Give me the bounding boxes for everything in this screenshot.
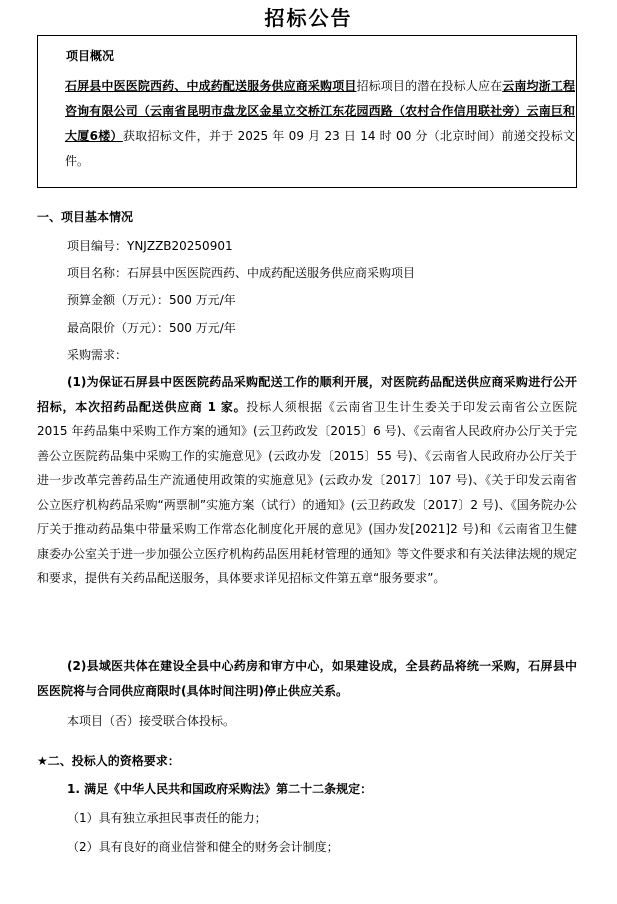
overview-agency: 云南均浙工程咨询有限公司（云南省昆明市盘龙区金星立交桥江东花园西路（农村合作信用联社旁）云南巨和大厦6楼）	[65, 79, 575, 143]
max-price: 最高限价（万元）：500 万元/年	[67, 321, 236, 335]
budget-amount: 预算金额（万元）：500 万元/年	[67, 293, 236, 307]
consortium-note: 本项目（否）接受联合体投标。	[67, 714, 236, 728]
overview-project-name: 石屏县中医医院西药、中成药配送服务供应商采购项目	[65, 79, 357, 93]
project-title: 项目名称：石屏县中医医院西药、中成药配送服务供应商采购项目	[67, 266, 416, 280]
requirement-1	[37, 370, 577, 591]
requirement-1-text: 投标人须根据《云南省卫生计生委关于印发云南省公立医院 2015 年药品集中采购工作方案的通知》(云卫药政发〔2015〕6 号)、《云南省人民政府办公厅关于完善公立医院药品集中采购工作的实施意见》(云政办发〔2015〕55 号)、《云南省人民政府办公厅关于进一步改革完善药品生产流通使用政策的实施意见》(云政办发〔2017〕107 号)、《关于印发云南省公立医疗机构药品采购“两票制”实施方案（试行）的通知》(云卫药政发〔2017〕2 号)、《国务院办公厅关于推动药品集中带量采购工作常态化制度化开展的意见》(国办发[2021]2 号)和《云南省卫生健康委办公室关于进一步加强公立医疗机构药品医用耗材管理的通知》等文件要求和有关法律法规的规定和要求，提供有关药品配送服务，具体要求详见招标文件第五章“服务要求”。	[37, 399, 578, 585]
overview-text-part1: 招标项目的潜在投标人应在	[356, 79, 503, 93]
qualification-sub-2: （2）具有良好的商业信誉和健全的财务会计制度；	[67, 840, 339, 854]
section2-heading: ★二、投标人的资格要求：	[37, 754, 180, 768]
qualification-item-1: 1. 满足《中华人民共和国政府采购法》第二十二条规定：	[67, 782, 373, 796]
requirement-2: (2)县域医共体在建设全县中心药房和审方中心，如果建设成，全县药品将统一采购，石屏县中医医院将与合同供应商限时(具体时间注明)停止供应关系。	[37, 659, 577, 698]
project-overview-box	[37, 35, 577, 188]
overview-text-part2: 获取招标文件，并于 2025 年 09 月 23 日 14 时 00 分（北京时间）前递交投标文件。	[65, 129, 575, 168]
qualification-sub-1: （1）具有独立承担民事责任的能力；	[67, 811, 267, 825]
section1-heading: 一、项目基本情况	[37, 210, 134, 224]
overview-text	[65, 74, 575, 174]
page-title: 招标公告	[264, 6, 353, 30]
overview-heading: 项目概况	[66, 49, 115, 63]
requirement-1-bold: (1)为保证石屏县中医医院药品采购配送工作的顺利开展，对医院药品配送供应商采购进行公开招标，本次招药品配送供应商 1 家。	[37, 375, 577, 414]
project-number: 项目编号：YNJZZB20250901	[67, 239, 233, 253]
demand-label: 采购需求：	[67, 348, 128, 362]
